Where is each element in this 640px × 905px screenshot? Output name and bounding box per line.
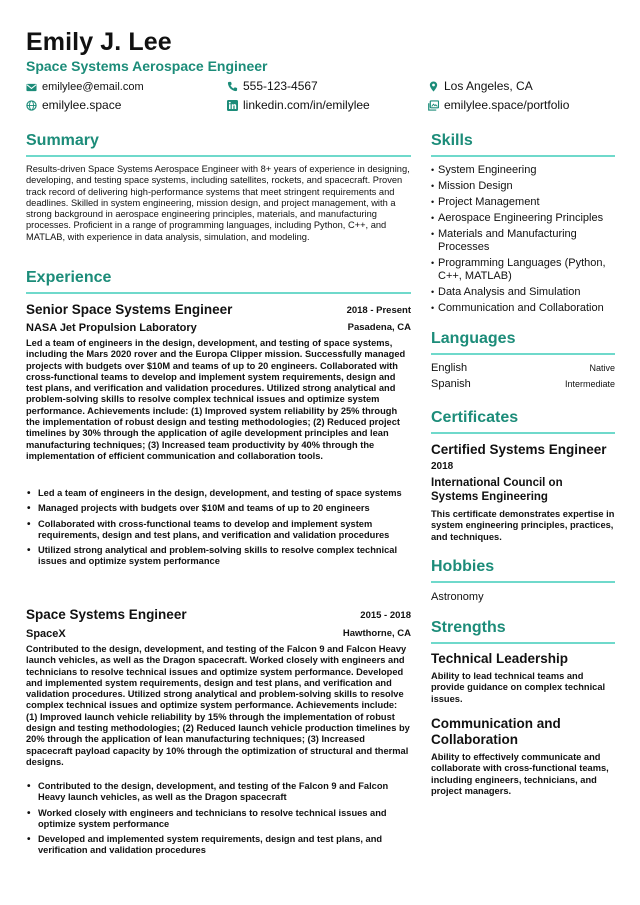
languages-heading: Languages bbox=[431, 330, 516, 347]
languages-divider bbox=[431, 353, 615, 355]
list-item: • Data Analysis and Simulation bbox=[431, 286, 615, 299]
list-item: • Project Management bbox=[431, 196, 615, 209]
job-dates: 2018 - Present bbox=[346, 305, 411, 316]
list-item: • Developed and implemented system requirements, design and test plans, and verification and validation procedures bbox=[26, 834, 411, 857]
language-row bbox=[431, 378, 615, 390]
list-item: • Aerospace Engineering Principles bbox=[431, 212, 615, 225]
mail-icon bbox=[26, 82, 37, 93]
language-name: Spanish bbox=[431, 378, 471, 390]
portfolio-icon bbox=[428, 100, 439, 111]
skills-divider bbox=[431, 155, 615, 157]
contact-location bbox=[428, 79, 533, 93]
list-item: • Managed projects with budgets over $10M and teams of up to 20 engineers bbox=[26, 503, 411, 514]
job-description: Led a team of engineers in the design, development, and testing of space systems, including the Mars 2020 rover and the Europa Clipper mission. Successfully managed projects with budgets over $10M and teams of up to 20 engineers. Collaborated with cross-functional teams to develop and implement system requirements, design and test plans, and verification and validation procedures. Utilized strong analytical and problem-solving skills to resolve complex technical issues and optimize system performance. Achievements include: (1) Improved system reliability by 25% through the implementation of robust design and testing methodologies; (2) Reduced project timelines by 30% through the application of agile development principles and lean manufacturing techniques; (3) Increased team productivity by 40% through the implementation of efficient communication and collaboration tools. bbox=[26, 338, 406, 461]
language-level: Intermediate bbox=[564, 379, 615, 389]
contact-phone[interactable] bbox=[227, 79, 318, 93]
summary-heading: Summary bbox=[26, 132, 99, 149]
list-item: • Programming Languages (Python, C++, MATLAB) bbox=[431, 257, 615, 283]
certificate-year: 2018 bbox=[431, 461, 454, 472]
list-item: • Collaborated with cross-functional teams to develop and implement system requirements, design and test plans, and verification and validation procedures bbox=[26, 519, 411, 542]
phone-icon bbox=[227, 81, 238, 92]
summary-divider bbox=[26, 155, 411, 157]
language-name: English bbox=[431, 362, 468, 374]
strength-title: Communication and Collaboration bbox=[431, 716, 561, 747]
contact-portfolio[interactable] bbox=[428, 98, 569, 112]
strengths-divider bbox=[431, 642, 615, 644]
job-title: Space Systems Engineer bbox=[26, 607, 187, 622]
job-location: Pasadena, CA bbox=[347, 322, 411, 333]
location-pin-icon bbox=[428, 81, 439, 92]
hobbies-divider bbox=[431, 581, 615, 583]
contact-linkedin-text: linkedin.com/in/emilylee bbox=[243, 98, 370, 112]
language-row bbox=[431, 362, 615, 374]
certificates-divider bbox=[431, 432, 615, 434]
strength-title: Technical Leadership bbox=[431, 651, 569, 666]
certificates-heading: Certificates bbox=[431, 409, 519, 426]
job-dates: 2015 - 2018 bbox=[360, 610, 411, 621]
experience-heading: Experience bbox=[26, 269, 112, 286]
linkedin-icon bbox=[227, 100, 238, 111]
job-achievements bbox=[26, 488, 411, 572]
list-item: • System Engineering bbox=[431, 164, 615, 177]
contact-phone-text: 555-123-4567 bbox=[243, 79, 318, 93]
contact-email-text: emilylee@email.com bbox=[42, 81, 144, 93]
contact-linkedin[interactable] bbox=[227, 98, 370, 112]
contact-portfolio-text: emilylee.space/portfolio bbox=[444, 98, 570, 112]
list-item: • Materials and Manufacturing Processes bbox=[431, 228, 615, 254]
hobby-item: Astronomy bbox=[431, 591, 484, 603]
job-location: Hawthorne, CA bbox=[342, 628, 411, 639]
globe-icon bbox=[26, 100, 37, 111]
certificate-description: This certificate demonstrates expertise in system engineering principles, practices, and techniques. bbox=[431, 509, 615, 542]
list-item: • Led a team of engineers in the design, development, and testing of space systems bbox=[26, 488, 411, 499]
skills-list bbox=[431, 164, 615, 318]
list-item: • Contributed to the design, development, and testing of the Falcon 9 and Falcon Heavy launch vehicles, as well as the Dragon spacecraft bbox=[26, 781, 411, 804]
job-title: Senior Space Systems Engineer bbox=[26, 302, 233, 317]
job-company: SpaceX bbox=[26, 628, 66, 640]
candidate-name: Emily J. Lee bbox=[26, 28, 172, 56]
experience-divider bbox=[26, 292, 411, 294]
list-item: • Utilized strong analytical and problem-solving skills to resolve complex technical issues and optimize system performance bbox=[26, 545, 411, 568]
strength-description: Ability to lead technical teams and provide guidance on complex technical issues. bbox=[431, 671, 606, 704]
summary-text: Results-driven Space Systems Aerospace Engineer with 8+ years of experience in designing, developing, and testing space systems, including satellites, rockets, and spacecraft. Proven track record of delivering high-performance systems that meet stringent requirements and deadlines. Skilled in system engineering, mission design, and project management, with a strong background in aerospace engineering principles, materials, and manufacturing processes. Proficient in a range of programming languages, including Python, C++, and MATLAB, with experience in data analysis, simulation, and modeling. bbox=[26, 164, 410, 242]
contact-website[interactable] bbox=[26, 98, 121, 112]
certificate-organization: International Council on Systems Engineering bbox=[431, 477, 563, 503]
language-level: Native bbox=[589, 363, 615, 373]
strengths-heading: Strengths bbox=[431, 619, 506, 636]
strength-description: Ability to effectively communicate and collaborate with cross-functional teams, including engineers, technicians, and project managers. bbox=[431, 752, 609, 796]
list-item: • Worked closely with engineers and technicians to resolve technical issues and optimize system performance bbox=[26, 808, 411, 831]
list-item: • Mission Design bbox=[431, 180, 615, 193]
job-achievements bbox=[26, 781, 411, 861]
job-company: NASA Jet Propulsion Laboratory bbox=[26, 322, 197, 334]
certificate-title: Certified Systems Engineer bbox=[431, 442, 607, 457]
candidate-title: Space Systems Aerospace Engineer bbox=[26, 58, 268, 74]
contact-website-text: emilylee.space bbox=[42, 98, 122, 112]
hobbies-heading: Hobbies bbox=[431, 558, 495, 575]
resume-header bbox=[26, 28, 616, 75]
list-item: • Communication and Collaboration bbox=[431, 302, 615, 315]
contact-location-text: Los Angeles, CA bbox=[444, 79, 533, 93]
skills-heading: Skills bbox=[431, 132, 473, 149]
contact-email[interactable] bbox=[26, 80, 144, 94]
job-description: Contributed to the design, development, and testing of the Falcon 9 and Falcon Heavy launch vehicles, as well as the Dragon spacecraft. Worked closely with engineers and technicians to resolve technical issues and optimize system performance. Developed and implemented system requirements, design and test plans, and verification and validation procedures. Utilized strong analytical and problem-solving skills to resolve complex technical issues and optimize system performance. Achievements include: (1) Improved launch vehicle reliability by 15% through the implementation of robust design and testing methodologies; (2) Reduced launch vehicle production timelines by 20% through the application of lean manufacturing techniques; (3) Increased spacecraft payload capacity by 10% through the optimization of structural and thermal designs. bbox=[26, 644, 410, 767]
